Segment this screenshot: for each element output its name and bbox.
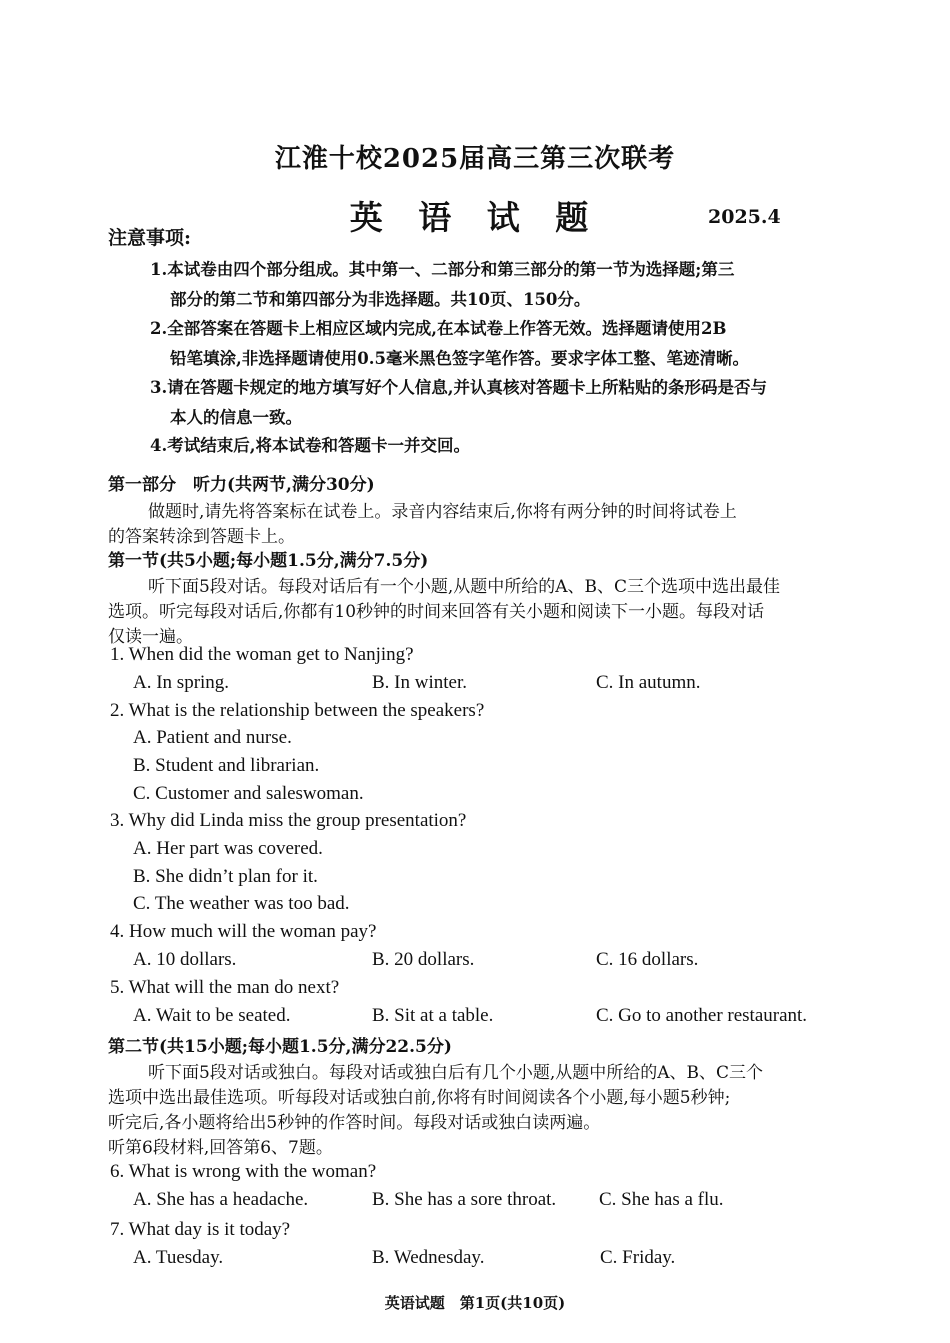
part1-intro-line-2: 的答案转涂到答题卡上。 (108, 527, 295, 547)
question-4: 4. How much will the woman pay? (110, 921, 377, 942)
q7-option-b: B. Wednesday. (372, 1247, 485, 1268)
q2-option-b: B. Student and librarian. (133, 755, 320, 776)
section2-intro-line-3: 听完后,各小题将给出5秒钟的作答时间。每段对话或独白读两遍。 (108, 1113, 601, 1133)
notice-item-2-line-2: 铅笔填涂,非选择题请使用0.5毫米黑色签字笔作答。要求字体工整、笔迹清晰。 (170, 349, 749, 368)
q1-option-a: A. In spring. (133, 672, 230, 693)
q3-option-b: B. She didn’t plan for it. (133, 866, 318, 887)
q5-option-a: A. Wait to be seated. (133, 1005, 291, 1026)
notice-item-1-line-1: 1.本试卷由四个部分组成。其中第一、二部分和第三部分的第一节为选择题;第三 (150, 260, 735, 279)
notice-item-4-line-1: 4.考试结束后,将本试卷和答题卡一并交回。 (150, 436, 470, 455)
section1-intro-line-2: 选项。听完每段对话后,你都有10秒钟的时间来回答有关小题和阅读下一小题。每段对话 (108, 602, 765, 622)
part1-intro-line-1: 做题时,请先将答案标在试卷上。录音内容结束后,你将有两分钟的时间将试卷上 (148, 502, 737, 522)
question-1: 1. When did the woman get to Nanjing? (110, 644, 414, 665)
question-2: 2. What is the relationship between the speakers? (110, 700, 485, 721)
notice-item-3-line-2: 本人的信息一致。 (170, 408, 302, 427)
notice-heading: 注意事项: (108, 227, 192, 249)
section1-heading: 第一节(共5小题;每小题1.5分,满分7.5分) (108, 551, 429, 571)
section1-intro-line-1: 听下面5段对话。每段对话后有一个小题,从题中所给的A、B、C三个选项中选出最佳 (148, 577, 780, 597)
q5-option-b: B. Sit at a table. (372, 1005, 494, 1026)
q4-option-c: C. 16 dollars. (596, 949, 699, 970)
q2-option-c: C. Customer and saleswoman. (133, 783, 364, 804)
question-5: 5. What will the man do next? (110, 977, 340, 998)
section2-intro-line-2: 选项中选出最佳选项。听每段对话或独白前,你将有时间阅读各个小题,每小题5秒钟; (108, 1088, 731, 1108)
q6-option-a: A. She has a headache. (133, 1189, 309, 1210)
question-3: 3. Why did Linda miss the group presentation? (110, 810, 467, 831)
notice-item-3-line-1: 3.请在答题卡规定的地方填写好个人信息,并认真核对答题卡上所粘贴的条形码是否与 (150, 378, 767, 397)
q4-option-a: A. 10 dollars. (133, 949, 237, 970)
q1-option-b: B. In winter. (372, 672, 467, 693)
exam-date: 2025.4 (708, 206, 781, 228)
q7-option-a: A. Tuesday. (133, 1247, 224, 1268)
q6-option-c: C. She has a flu. (599, 1189, 724, 1210)
question-6: 6. What is wrong with the woman? (110, 1161, 377, 1182)
q5-option-c: C. Go to another restaurant. (596, 1005, 808, 1026)
question-7: 7. What day is it today? (110, 1219, 291, 1240)
exam-title: 江淮十校2025届高三第三次联考 (274, 144, 676, 174)
q3-option-a: A. Her part was covered. (133, 838, 323, 859)
q2-option-a: A. Patient and nurse. (133, 727, 292, 748)
part1-heading: 第一部分 听力(共两节,满分30分) (108, 475, 375, 495)
material-instruction: 听第6段材料,回答第6、7题。 (108, 1138, 333, 1158)
notice-item-1-line-2: 部分的第二节和第四部分为非选择题。共10页、150分。 (170, 290, 591, 309)
q4-option-b: B. 20 dollars. (372, 949, 475, 970)
q6-option-b: B. She has a sore throat. (372, 1189, 557, 1210)
q1-option-c: C. In autumn. (596, 672, 701, 693)
section2-heading: 第二节(共15小题;每小题1.5分,满分22.5分) (108, 1037, 452, 1057)
section2-intro-line-1: 听下面5段对话或独白。每段对话或独白后有几个小题,从题中所给的A、B、C三个 (148, 1063, 763, 1083)
page-footer: 英语试题 第1页(共10页) (384, 1294, 566, 1312)
q3-option-c: C. The weather was too bad. (133, 893, 350, 914)
q7-option-c: C. Friday. (600, 1247, 676, 1268)
subject-title: 英 语 试 题 (349, 198, 601, 237)
notice-item-2-line-1: 2.全部答案在答题卡上相应区域内完成,在本试卷上作答无效。选择题请使用2B (150, 319, 727, 338)
section1-intro-line-3: 仅读一遍。 (108, 627, 193, 647)
